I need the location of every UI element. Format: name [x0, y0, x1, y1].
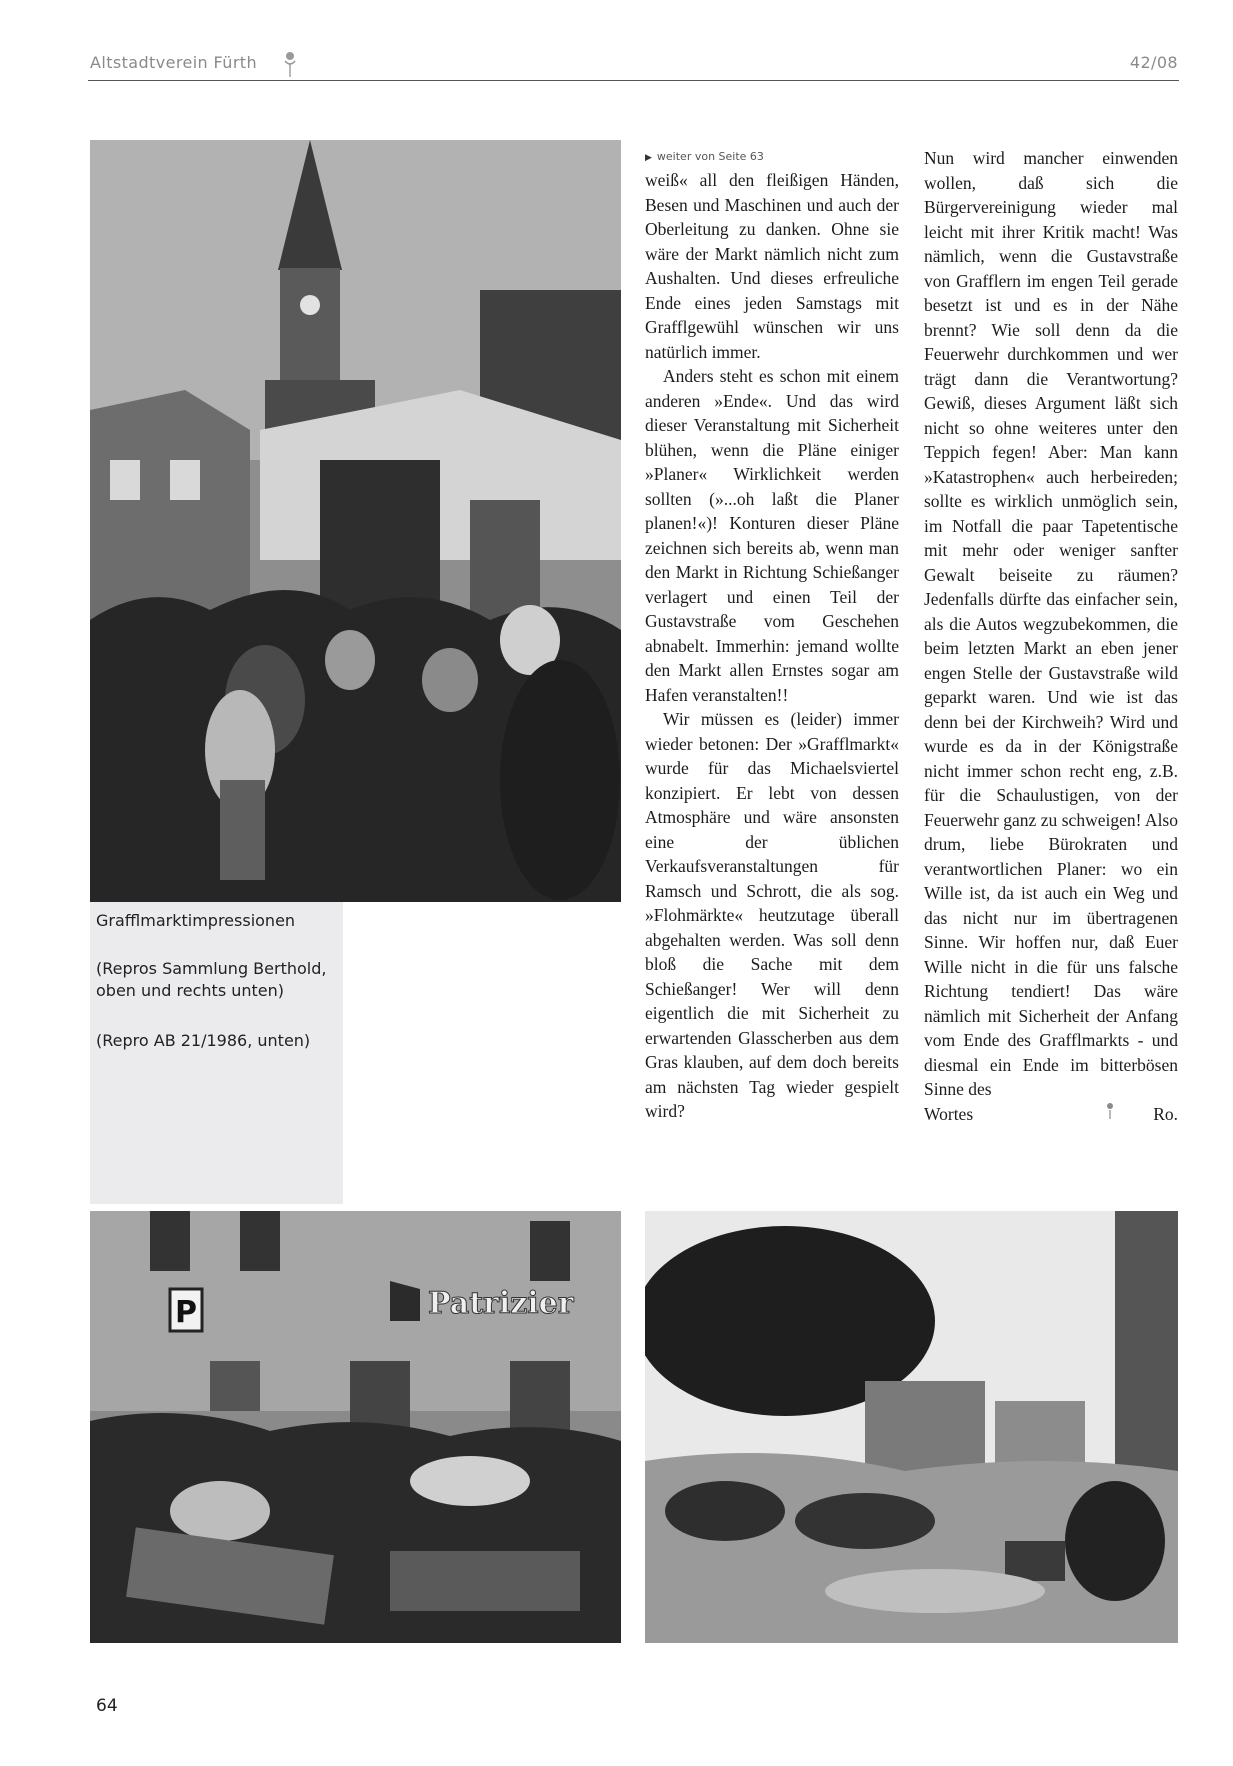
- caption-title: Grafflmarktimpressionen: [96, 911, 296, 930]
- article-ending: [924, 1102, 1178, 1127]
- continued-note: ▶ weiter von Seite 63: [645, 150, 764, 163]
- patrizier-sign: Patrizier: [428, 1286, 574, 1321]
- paragraph: Wir müssen es (leider) immer wieder betonen: Der »Grafflmarkt« wurde für das Michaelsviertel konzipiert. Er lebt von dessen Atmosphäre und wäre ansonsten eine der üblichen Verkaufsveranstaltungen für Ramsch und Schrott, die als sog. »Flohmärkte« heutzutage überall abgehalten werden. Was soll denn bloß die Sache mit dem Schießanger! Wer will denn eigentlich die mit Sicherheit zu erwartenden Glasscherben aus dem Gras klauben, auf dem doch bereits am nächsten Tag wieder gespielt wird?: [645, 709, 899, 1121]
- issue-number: 42/08: [1129, 53, 1178, 72]
- caption-credit-bottom: (Repro AB 21/1986, unten): [96, 1031, 311, 1050]
- last-word: Wortes: [924, 1103, 974, 1124]
- article-column-1: [645, 146, 899, 1124]
- caption-credit-top: (Repros Sammlung Berthold, oben und rechts unten): [96, 959, 327, 1000]
- photo-market-square: [645, 1211, 1178, 1643]
- paragraph: Anders steht es schon mit einem anderen »Ende«. Und das wird dieser Veranstaltung mit Sicherheit blühen, wenn die Pläne einiger »Planer« Wirklichkeit werden sollten (»...oh laßt die Planer planen!«)! Konturen dieser Pläne zeichnen sich bereits ab, wenn man den Markt in Richtung Schießanger verlagert und einen Teil der Gustavstraße vom Geschehen abnabelt. Immerhin: jemand wollte den Markt allen Ernstes sogar am Hafen veranstalten!!: [645, 366, 899, 705]
- paragraph: weiß« all den fleißigen Händen, Besen und Maschinen und auch der Oberleitung zu danken. Ohne sie wäre der Markt nämlich nicht zum Aushalten. Und dieses erfreuliche Ende eines jeden Samstags mit Grafflgewühl wünschen wir uns natürlich immer.: [645, 170, 899, 362]
- paragraph: Nun wird mancher einwenden wollen, daß sich die Bürgervereinigung wieder mal leicht mit ihrer Kritik macht! Was nämlich, wenn die Gustavstraße von Grafflern im engen Teil gerade besetzt ist und es in der Nähe brennt? Wie soll denn da die Feuerwehr durchkommen und wer trägt dann die Verantwortung? Gewiß, dieses Argument läßt sich nicht so ohne weiteres unter den Teppich fegen! Aber: Man kann »Katastrophen« auch herbeireden; sollte es wirklich unmöglich sein, im Notfall die paar Tapetentische mit mehr oder weniger sanfter Gewalt beiseite zu räumen? Jedenfalls dürfte das einfacher sein, als die Autos wegzubekommen, die beim letzten Markt an eben jener engen Stelle der Gustavstraße wild geparkt waren. Und wie ist das denn bei der Kirchweih? Wird und wurde es da in der Königstraße nicht immer schon recht eng, z.B. für die Schaulustigen, von der Feuerwehr ganz zu schweigen! Also drum, liebe Bürokraten und verantwortlichen Planer: wo ein Wille ist, da ist auch ein Weg und das nicht nur im übertragenen Sinne. Wir hoffen nur, daß Euer Wille nicht in die für uns falsche Richtung tendiert! Das wäre nämlich mit Sicherheit der Anfang vom Ende des Grafflmarkts - und diesmal ein Ende im bitterbösen Sinne des: [924, 148, 1178, 1099]
- caption-panel: [90, 902, 343, 1204]
- arrow-right-icon: ▶: [645, 153, 652, 163]
- logo-icon: [282, 50, 298, 78]
- photo-market-stalls: [90, 1211, 621, 1643]
- end-mark-icon: [1105, 1102, 1115, 1120]
- page-number: 64: [96, 1696, 118, 1716]
- parking-sign: P: [175, 1295, 197, 1330]
- article-column-2: [924, 146, 1178, 1126]
- publication-title: Altstadtverein Fürth: [90, 53, 258, 72]
- header-divider: [88, 80, 1179, 81]
- photo-church-crowd: [90, 140, 621, 902]
- author-signature: Ro.: [1153, 1103, 1178, 1124]
